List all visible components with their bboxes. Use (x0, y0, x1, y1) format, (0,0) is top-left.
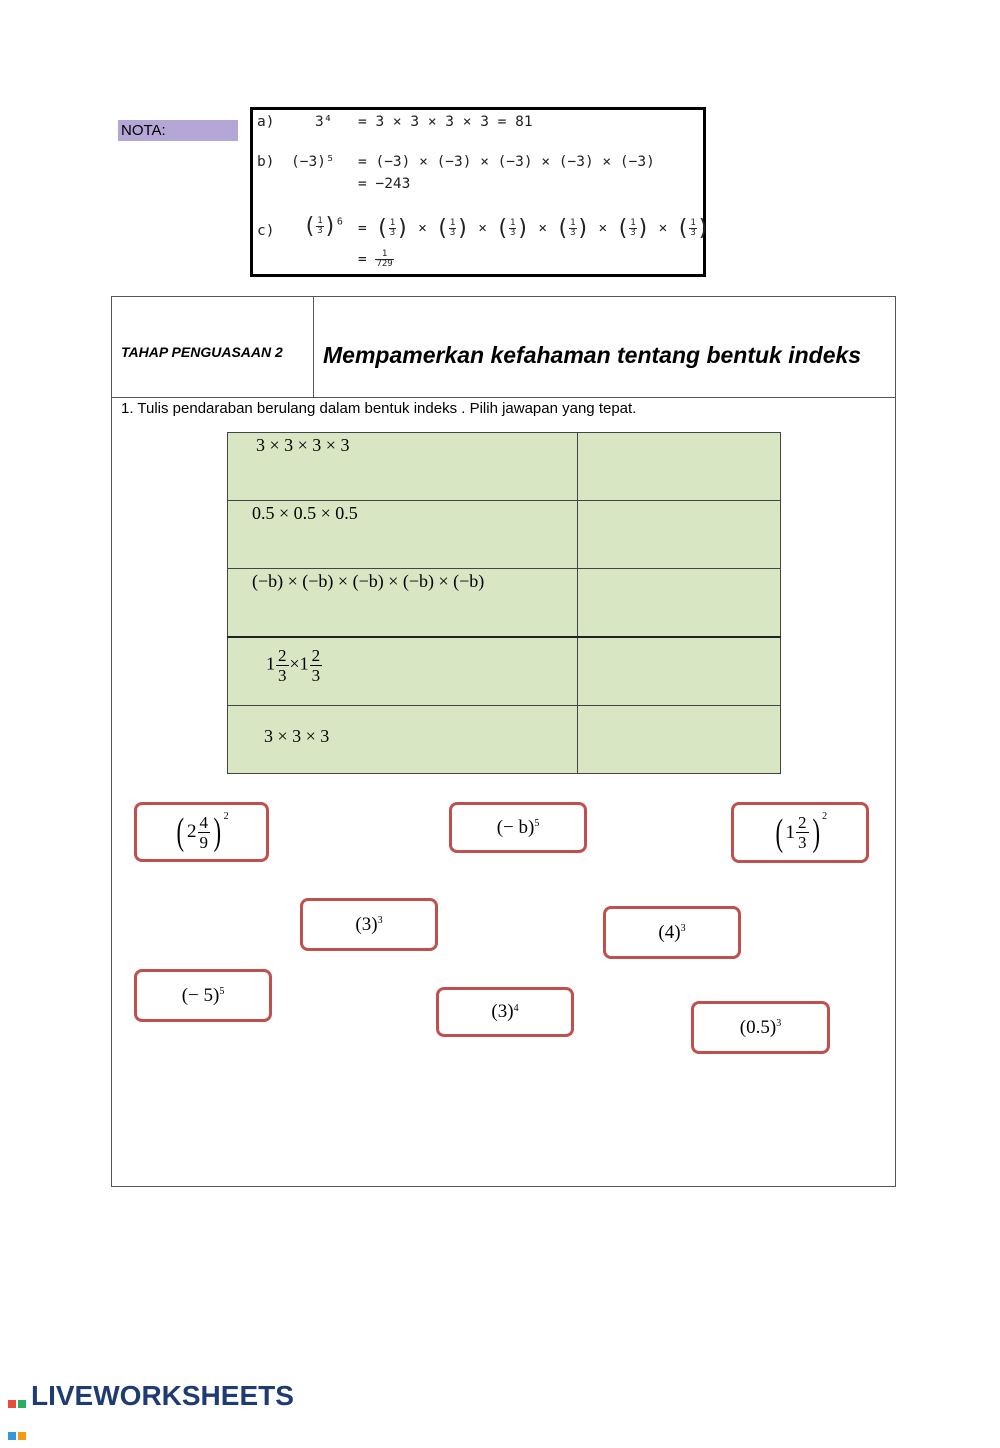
table-row (228, 706, 781, 774)
nota-b-label: b) (257, 154, 275, 170)
answer-drop-zone[interactable] (578, 637, 781, 706)
answer-card[interactable]: ( 2 4 9 ) $^2$ (134, 802, 269, 862)
answer-card[interactable]: (4) $^3$ (603, 906, 741, 959)
answer-drop-zone[interactable] (578, 501, 781, 569)
liveworksheets-logo: LIVEWORKSHEETS (7, 1380, 294, 1412)
answer-card[interactable]: (− 5) $^5$ (134, 969, 272, 1022)
expression-table (227, 432, 781, 774)
table-row (228, 569, 781, 638)
nota-b-expansion: = (−3) × (−3) × (−3) × (−3) × (−3) (358, 154, 655, 170)
nota-c-base: ( $\frac{1}{3}$ )$^6$ (303, 214, 343, 239)
nota-label: NOTA: (118, 120, 238, 141)
table-row (228, 501, 781, 569)
question-text: 1. Tulis pendaraban berulang dalam bentuk indeks . Pilih jawapan yang tepat. (121, 400, 637, 417)
nota-a-expansion: = 3 × 3 × 3 × 3 = 81 (358, 114, 533, 130)
nota-a-label: a) (257, 114, 275, 130)
table-row (228, 433, 781, 501)
nota-c-expansion: = ( $\frac{1}{3}$ ) × ( $\frac{1}{3}$ ) × ( $\frac{1}{3}$ ) × ( $\frac{1}{3}$ ) × ( $\frac{1}{3}$ ) × ( $\frac{1}{3}$ ) (358, 216, 711, 241)
header-divider (111, 397, 896, 398)
mastery-level: TAHAP PENGUASAAN 2 (121, 344, 283, 360)
expression-cell: 3 × 3 × 3 (228, 706, 578, 774)
nota-c-result: = $\frac{1}{729}$ (358, 249, 393, 269)
expression-cell: 3 × 3 × 3 × 3 (228, 433, 578, 501)
answer-card[interactable]: (3) $^3$ (300, 898, 438, 951)
nota-example-box (250, 107, 711, 277)
answer-card[interactable]: ( 1 2 3 ) $^2$ (731, 802, 869, 863)
answer-drop-zone[interactable] (578, 569, 781, 638)
expression-cell: (−b) × (−b) × (−b) × (−b) × (−b) (228, 569, 578, 638)
expression-cell: 1 $\frac{2}{3}$ ×1 $\frac{2}{3}$ (228, 637, 578, 706)
answer-drop-zone[interactable] (578, 433, 781, 501)
expression-cell: 0.5 × 0.5 × 0.5 (228, 501, 578, 569)
answer-card[interactable]: (0.5) $^3$ (691, 1001, 830, 1054)
nota-b-result: = −243 (358, 176, 411, 192)
table-row (228, 637, 781, 706)
logo-grid-icon (7, 1384, 29, 1406)
nota-b-base: (−3)⁵ (291, 154, 335, 170)
header-column-divider (313, 296, 314, 397)
answer-card[interactable]: (3) $^4$ (436, 987, 574, 1037)
nota-c-label: c) (257, 223, 275, 239)
nota-a-base: 3⁴ (315, 114, 333, 130)
answer-card[interactable]: (− b) $^5$ (449, 802, 587, 853)
answer-drop-zone[interactable] (578, 706, 781, 774)
page-title: Mempamerkan kefahaman tentang bentuk indeks (323, 342, 862, 368)
